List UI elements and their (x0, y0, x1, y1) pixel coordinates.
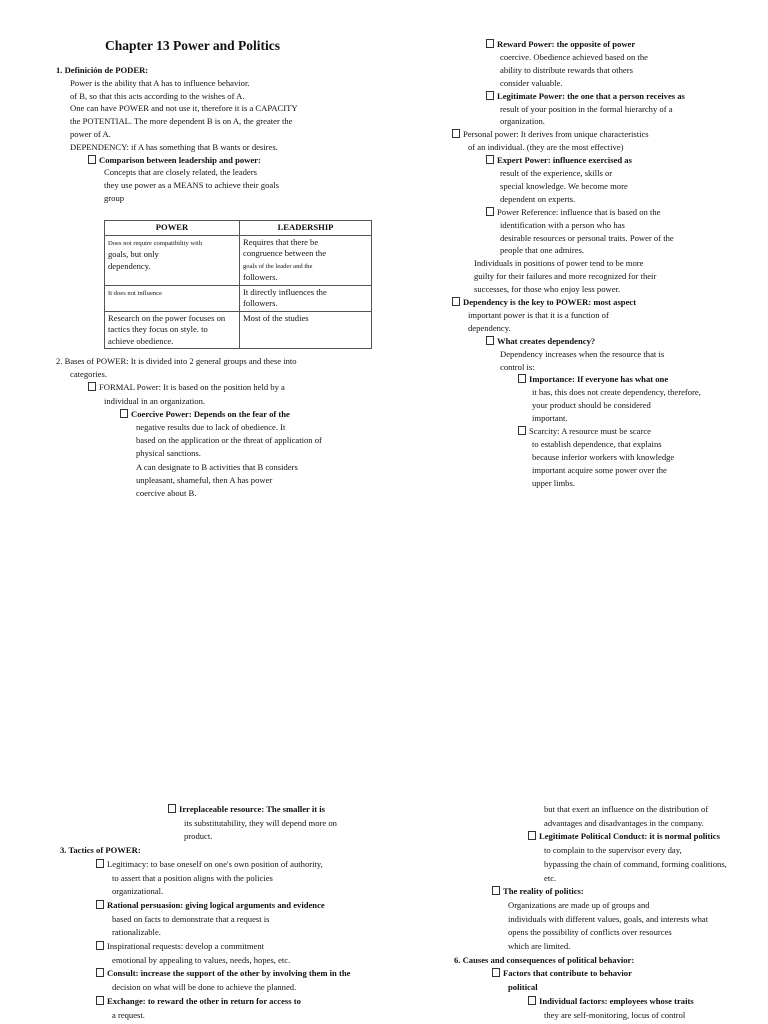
text-line (486, 154, 632, 166)
text-line (532, 464, 667, 476)
checkbox-bullet-icon (96, 941, 104, 950)
text-line (56, 355, 297, 367)
line-text: Factors that contribute to behavior (503, 968, 632, 978)
line-text: it has, this does not create dependency, therefore, (532, 387, 701, 397)
line-text: advantages and disadvantages in the company. (544, 818, 704, 828)
text-line (532, 438, 662, 450)
text-line (104, 395, 205, 407)
text-line (500, 77, 563, 89)
text-line (452, 128, 649, 140)
line-text: Expert Power: influence exercised as (497, 155, 632, 165)
line-text: Concepts that are closely related, the leaders (104, 167, 257, 177)
text-line (474, 270, 656, 282)
text-line (104, 192, 124, 204)
cell-text: goals, but only dependency. (108, 249, 159, 271)
line-text: Reward Power: the opposite of power (497, 39, 636, 49)
text-line (508, 940, 570, 952)
checkbox-bullet-icon (120, 409, 128, 418)
cell-text: It does not influence (108, 289, 163, 297)
table-header-power: POWER (105, 221, 240, 236)
checkbox-bullet-icon (518, 374, 526, 383)
cell-text: Research on the power focuses on tactics they focus on style. to achieve obedience. (108, 312, 226, 346)
line-text: bypassing the chain of command, forming coalitions, (544, 859, 727, 869)
text-line (544, 1009, 685, 1021)
text-line (508, 899, 650, 911)
line-text: Legitimacy: to base oneself on one's own position of authority, (107, 859, 323, 869)
text-line (112, 954, 290, 966)
line-text: physical sanctions. (136, 448, 201, 458)
text-line (500, 193, 575, 205)
line-text: to establish dependence, that explains (532, 439, 662, 449)
table-row (105, 235, 372, 285)
text-line (500, 361, 535, 373)
line-text: categories. (70, 369, 107, 379)
text-line (468, 141, 623, 153)
checkbox-bullet-icon (452, 129, 460, 138)
line-text: etc. (544, 873, 557, 883)
text-line (112, 885, 163, 897)
checkbox-bullet-icon (518, 426, 526, 435)
text-line (508, 913, 708, 925)
checkbox-bullet-icon (486, 336, 494, 345)
line-text: 6. Causes and consequences of political behavior: (454, 955, 635, 965)
cell-text: congruence between the (243, 248, 327, 258)
line-text: coercive. Obedience achieved based on the (500, 52, 648, 62)
line-text: group (104, 193, 125, 203)
line-text: power of A. (70, 129, 111, 139)
line-text: Coercive Power: Depends on the fear of the (131, 409, 290, 419)
text-line (500, 167, 612, 179)
text-line (168, 803, 325, 815)
line-text: of B, so that this acts according to the wishes of A. (70, 91, 245, 101)
text-line (136, 447, 201, 459)
line-text: upper limbs. (532, 478, 575, 488)
text-line (532, 477, 575, 489)
text-line (474, 257, 643, 269)
line-text: Rational persuasion: giving logical arguments and evidence (107, 900, 325, 910)
text-line (500, 115, 545, 127)
line-text: Legitimate Political Conduct: it is normal politics (539, 831, 720, 841)
table-cell (240, 235, 372, 285)
line-text: but that exert an influence on the distribution of (544, 804, 709, 814)
text-line (532, 386, 701, 398)
text-line (486, 38, 635, 50)
line-text: which are limited. (508, 941, 571, 951)
text-line (468, 322, 511, 334)
text-line (508, 926, 672, 938)
line-text: important acquire some power over the (532, 465, 667, 475)
text-line (136, 487, 196, 499)
line-text: they use power as a MEANS to achieve their goals (104, 180, 279, 190)
table-cell (240, 311, 372, 349)
line-text: DEPENDENCY: if A has something that B wants or desires. (70, 142, 278, 152)
line-text: Inspirational requests: develop a commitment (107, 941, 265, 951)
line-text: ability to distribute rewards that others (500, 65, 633, 75)
line-text: they are self-monitoring, locus of control (544, 1010, 686, 1020)
text-line (136, 434, 322, 446)
line-text: result of your position in the formal hierarchy of a (500, 104, 673, 114)
line-text: individual in an organization. (104, 396, 206, 406)
line-text: result of the experience, skills or (500, 168, 613, 178)
checkbox-bullet-icon (96, 859, 104, 868)
line-text: Personal power: It derives from unique characteristics (463, 129, 649, 139)
checkbox-bullet-icon (486, 91, 494, 100)
table-row (105, 285, 372, 311)
line-text: rationalizable. (112, 927, 161, 937)
line-text: Power Reference: influence that is based on the (497, 207, 661, 217)
text-line (500, 103, 673, 115)
text-line (70, 115, 293, 127)
text-line (104, 166, 257, 178)
cell-text: goals of the leader and the (243, 262, 313, 270)
checkbox-bullet-icon (88, 382, 96, 391)
line-text: A can designate to B activities that B considers (136, 462, 298, 472)
text-line (500, 180, 628, 192)
line-text: control is: (500, 362, 535, 372)
line-text: coercive about B. (136, 488, 197, 498)
cell-text: Does not require compatibility with (108, 239, 203, 247)
table-cell (105, 311, 240, 349)
line-text: of an individual. (they are the most effective) (468, 142, 624, 152)
text-line (544, 872, 556, 884)
line-text: guilty for their failures and more recognized for their (474, 271, 657, 281)
text-line (544, 817, 704, 829)
text-line (60, 844, 141, 856)
line-text: individuals with different values, goals, and interests what (508, 914, 709, 924)
text-line (500, 232, 674, 244)
power-leadership-table (104, 220, 372, 349)
text-line (454, 954, 634, 966)
line-text: Individual factors: employees whose traits (539, 996, 694, 1006)
line-text: organizational. (112, 886, 164, 896)
line-text: people that one admires. (500, 245, 584, 255)
checkbox-bullet-icon (96, 900, 104, 909)
line-text: because inferior workers with knowledge (532, 452, 675, 462)
text-line (88, 154, 261, 166)
text-line (120, 408, 290, 420)
line-text: special knowledge. We become more (500, 181, 628, 191)
text-line (96, 858, 323, 870)
line-text: The reality of politics: (503, 886, 584, 896)
text-line (136, 421, 285, 433)
line-text: One can have POWER and not use it, therefore it is a CAPACITY (70, 103, 298, 113)
checkbox-bullet-icon (452, 297, 460, 306)
checkbox-bullet-icon (492, 886, 500, 895)
checkbox-bullet-icon (486, 39, 494, 48)
text-line (544, 844, 682, 856)
line-text: consider valuable. (500, 78, 563, 88)
line-text: negative results due to lack of obedience. It (136, 422, 286, 432)
line-text: political (508, 982, 538, 992)
text-line (500, 244, 584, 256)
text-line (528, 995, 694, 1007)
line-text: Exchange: to reward the other in return for access to (107, 996, 301, 1006)
line-text: to assert that a position aligns with the policies (112, 873, 273, 883)
line-text: Comparison between leadership and power: (99, 155, 261, 165)
cell-text: It directly influences the followers. (243, 286, 327, 308)
text-line (104, 179, 279, 191)
line-text: Legitimate Power: the one that a person receives as (497, 91, 685, 101)
line-text: emotional by appealing to values, needs, hopes, etc. (112, 955, 291, 965)
text-line (486, 90, 685, 102)
line-text: a request. (112, 1010, 145, 1020)
text-line (96, 995, 301, 1007)
text-line (500, 219, 625, 231)
line-text: Irreplaceable resource: The smaller it is (179, 804, 325, 814)
line-text: 2. Bases of POWER: It is divided into 2 general groups and these into (56, 356, 297, 366)
checkbox-bullet-icon (528, 831, 536, 840)
cell-text: Requires that there be (243, 236, 319, 247)
chapter-title: Chapter 13 Power and Politics (105, 38, 280, 53)
text-line (528, 830, 720, 842)
text-line (544, 803, 708, 815)
text-line (70, 77, 249, 89)
checkbox-bullet-icon (528, 996, 536, 1005)
line-text: dependency. (468, 323, 511, 333)
text-line (112, 913, 270, 925)
table-cell (240, 285, 372, 311)
checkbox-bullet-icon (486, 207, 494, 216)
text-line (532, 412, 568, 424)
text-line (112, 981, 296, 993)
line-text: based on facts to demonstrate that a request is (112, 914, 270, 924)
text-line (112, 1009, 145, 1021)
text-line (544, 858, 727, 870)
cell-text: followers. (243, 272, 278, 282)
checkbox-bullet-icon (88, 155, 96, 164)
line-text: Consult: increase the support of the other by involving them in the (107, 968, 351, 978)
text-line (492, 885, 584, 897)
checkbox-bullet-icon (486, 155, 494, 164)
line-text: identification with a person who has (500, 220, 625, 230)
text-line (70, 128, 111, 140)
line-text: Importance: If everyone has what one (529, 374, 669, 384)
text-line (452, 296, 636, 308)
text-line (112, 926, 161, 938)
line-text: based on the application or the threat of application of (136, 435, 322, 445)
line-text: Dependency increases when the resource that is (500, 349, 665, 359)
line-text: your product should be considered (532, 400, 651, 410)
line-text: unpleasant, shameful, then A has power (136, 475, 273, 485)
line-text: Dependency is the key to POWER: most aspect (463, 297, 637, 307)
line-text: desirable resources or personal traits. Power of the (500, 233, 674, 243)
text-line (532, 399, 651, 411)
text-line (96, 899, 325, 911)
text-line (88, 381, 285, 393)
line-text: opens the possibility of conflicts over resources (508, 927, 672, 937)
table-row (105, 311, 372, 349)
text-line (500, 348, 664, 360)
line-text: Individuals in positions of power tend to be more (474, 258, 644, 268)
text-line (500, 51, 648, 63)
text-line (486, 335, 595, 347)
text-line (532, 451, 674, 463)
text-line (136, 461, 298, 473)
text-line (70, 102, 298, 114)
text-line (492, 967, 632, 979)
text-line (70, 141, 278, 153)
line-text: successes, for those who enjoy less power. (474, 284, 621, 294)
text-line (508, 981, 538, 993)
text-line (70, 90, 244, 102)
line-text: the POTENTIAL. The more dependent B is on A, the greater the (70, 116, 293, 126)
checkbox-bullet-icon (492, 968, 500, 977)
line-text: important power is that it is a function of (468, 310, 609, 320)
line-text: organization. (500, 116, 545, 126)
checkbox-bullet-icon (96, 968, 104, 977)
line-text: What creates dependency? (497, 336, 596, 346)
text-line (486, 206, 660, 218)
checkbox-bullet-icon (96, 996, 104, 1005)
table-header-leadership: LEADERSHIP (240, 221, 372, 236)
text-line (184, 830, 212, 842)
table-cell (105, 235, 240, 285)
line-text: Organizations are made up of groups and (508, 900, 650, 910)
text-line (96, 967, 350, 979)
text-line (96, 940, 264, 952)
line-text: important. (532, 413, 568, 423)
text-line (56, 64, 148, 76)
line-text: Power is the ability that A has to influence behavior. (70, 78, 250, 88)
text-line (500, 64, 633, 76)
table-header-row (105, 221, 372, 236)
text-line (136, 474, 272, 486)
line-text: dependent on experts. (500, 194, 576, 204)
text-line (468, 309, 609, 321)
cell-text: Most of the studies (243, 312, 309, 323)
line-text: 1. Definición de PODER: (56, 65, 149, 75)
table-cell (105, 285, 240, 311)
text-line (518, 373, 668, 385)
text-line (518, 425, 651, 437)
line-text: to complain to the supervisor every day, (544, 845, 682, 855)
checkbox-bullet-icon (168, 804, 176, 813)
line-text: product. (184, 831, 213, 841)
text-line (112, 872, 273, 884)
line-text: decision on what will be done to achieve the planned. (112, 982, 297, 992)
line-text: Scarcity: A resource must be scarce (529, 426, 651, 436)
line-text: FORMAL Power: It is based on the position held by a (99, 382, 285, 392)
line-text: 3. Tactics of POWER: (60, 845, 141, 855)
text-line (184, 817, 337, 829)
text-line (474, 283, 620, 295)
text-line (70, 368, 107, 380)
line-text: its substitutability, they will depend more on (184, 818, 337, 828)
